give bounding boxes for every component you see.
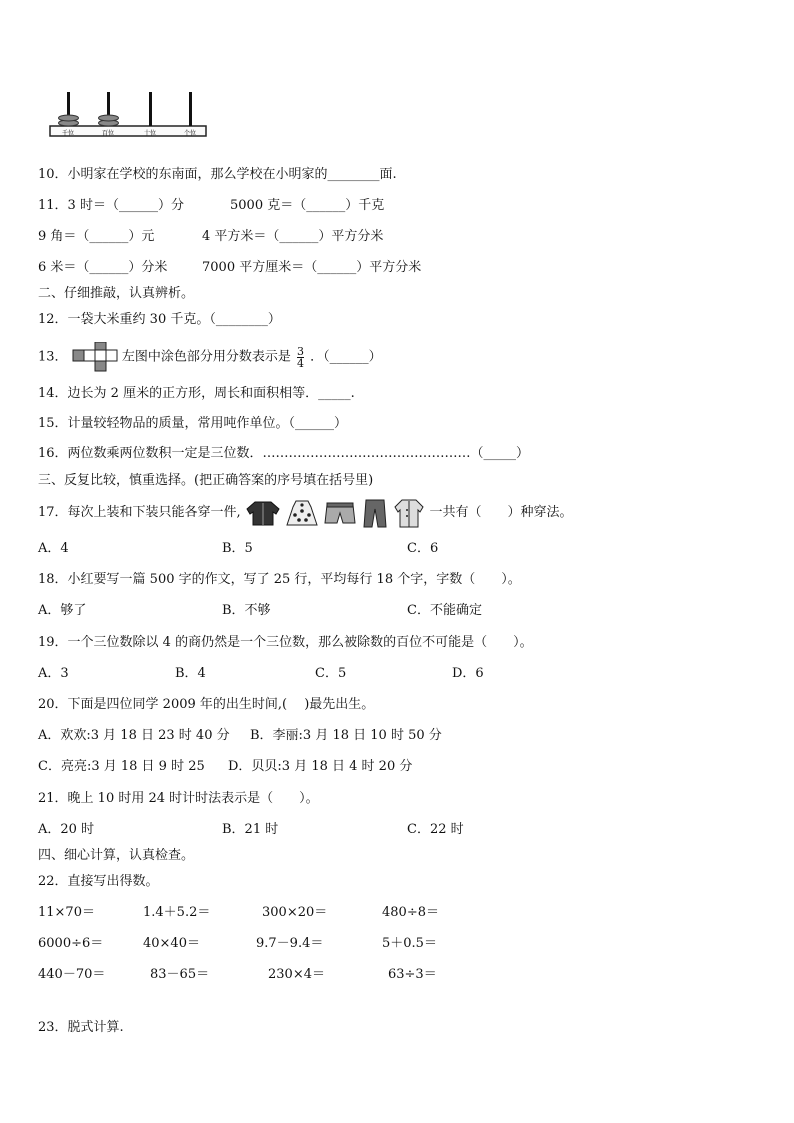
- abacus-rod-ones: [189, 92, 192, 126]
- question-19-option-d: D．6: [452, 666, 484, 681]
- question-19: 19．一个三位数除以 4 的商仍然是一个三位数，那么被除数的百位不可能是（ ）。: [38, 635, 533, 650]
- question-11-a: 11．3 时＝（______）分: [38, 198, 184, 213]
- section-3-heading: 三、反复比较，慎重选择。(把正确答案的序号填在括号里): [38, 473, 374, 488]
- abacus-rod-thousands: [59, 92, 79, 126]
- coat-icon: [393, 498, 425, 528]
- question-17: [38, 497, 573, 529]
- question-17-tail: 一共有（ ）种穿法。: [429, 505, 573, 520]
- question-20-option-d: D．贝贝:3 月 18 日 4 时 20 分: [228, 759, 413, 774]
- question-11-f: 7000 平方厘米＝（______）平方分米: [202, 260, 422, 275]
- abacus-figure: [48, 88, 208, 140]
- question-11-e: 6 米＝（______）分米: [38, 260, 168, 275]
- question-11-b: 5000 克＝（______）千克: [230, 198, 385, 213]
- question-19-option-c: C．5: [315, 666, 347, 681]
- calc-item: 440－70＝: [38, 967, 106, 982]
- fraction-numerator: 3: [296, 344, 304, 358]
- grid-shape-icon: [72, 342, 118, 372]
- abacus-rod-hundreds: [99, 92, 119, 126]
- calc-item: 230×4＝: [268, 967, 325, 982]
- calc-item: 63÷3＝: [388, 967, 437, 982]
- abacus-label-tens: 十位: [143, 130, 157, 137]
- trousers-icon: [361, 498, 389, 528]
- calc-item: 9.7－9.4＝: [256, 936, 324, 951]
- section-2-heading: 二、仔细推敲，认真辨析。: [38, 286, 195, 301]
- question-21-option-a: A．20 时: [38, 822, 95, 837]
- calc-item: 11×70＝: [38, 905, 95, 920]
- question-14: 14．边长为 2 厘米的正方形，周长和面积相等．_____.: [38, 386, 355, 401]
- question-17-option-a: A．4: [38, 541, 69, 556]
- calc-item: 5＋0.5＝: [382, 936, 437, 951]
- question-13-number: 13．: [38, 349, 68, 365]
- section-4-heading: 四、细心计算，认真检查。: [38, 848, 195, 863]
- question-18: 18．小红要写一篇 500 字的作文，写了 25 行，平均每行 18 个字，字数（ ）。: [38, 572, 521, 587]
- question-16: 16．两位数乘两位数积一定是三位数．…………………………………………（_____）: [38, 446, 530, 461]
- question-18-option-c: C．不能确定: [407, 603, 482, 618]
- question-11-d: 4 平方米＝（______）平方分米: [202, 229, 384, 244]
- question-20: 20．下面是四位同学 2009 年的出生时间,( )最先出生。: [38, 697, 375, 712]
- question-20-option-c: C．亮亮:3 月 18 日 9 时 25: [38, 759, 205, 774]
- question-17-text: 17．每次上装和下装只能各穿一件,: [38, 505, 241, 520]
- question-21: 21．晚上 10 时用 24 时计时法表示是（ ）。: [38, 791, 319, 806]
- abacus-rod-tens: [149, 92, 152, 126]
- calc-item: 1.4＋5.2＝: [143, 905, 211, 920]
- calc-item: 40×40＝: [143, 936, 200, 951]
- fraction-three-quarters: [297, 346, 304, 369]
- shorts-icon: [323, 499, 357, 527]
- question-18-option-a: A．够了: [38, 603, 87, 618]
- question-21-option-c: C．22 时: [407, 822, 464, 837]
- question-13: [38, 342, 382, 372]
- question-20-option-b: B．李丽:3 月 18 日 10 时 50 分: [250, 728, 442, 743]
- question-21-option-b: B．21 时: [222, 822, 279, 837]
- abacus-label-ones: 个位: [183, 130, 197, 137]
- calc-item: 83－65＝: [150, 967, 210, 982]
- question-13-tail: ．（______）: [310, 349, 382, 365]
- question-19-option-a: A．3: [38, 666, 69, 681]
- question-17-option-b: B．5: [222, 541, 253, 556]
- question-11-c: 9 角＝（______）元: [38, 229, 155, 244]
- question-12: 12．一袋大米重约 30 千克。（________）: [38, 312, 281, 327]
- calc-item: 300×20＝: [262, 905, 328, 920]
- question-17-option-c: C．6: [407, 541, 439, 556]
- dotted-dress-icon: [285, 499, 319, 527]
- calc-item: 6000÷6＝: [38, 936, 104, 951]
- calc-item: 480÷8＝: [382, 905, 439, 920]
- jacket-icon: [245, 499, 281, 527]
- question-23: 23．脱式计算.: [38, 1020, 124, 1035]
- question-22: 22．直接写出得数。: [38, 874, 159, 889]
- question-13-text: 左图中涂色部分用分数表示是: [121, 349, 291, 365]
- question-10: 10．小明家在学校的东南面，那么学校在小明家的________面.: [38, 167, 397, 182]
- abacus-label-thousands: 千位: [61, 130, 75, 137]
- question-19-option-b: B．4: [175, 666, 206, 681]
- question-15: 15．计量较轻物品的质量，常用吨作单位。（______）: [38, 416, 348, 431]
- question-18-option-b: B．不够: [222, 603, 271, 618]
- question-20-option-a: A．欢欢:3 月 18 日 23 时 40 分: [38, 728, 230, 743]
- fraction-denominator: 4: [296, 356, 304, 370]
- abacus-label-hundreds: 百位: [101, 130, 115, 137]
